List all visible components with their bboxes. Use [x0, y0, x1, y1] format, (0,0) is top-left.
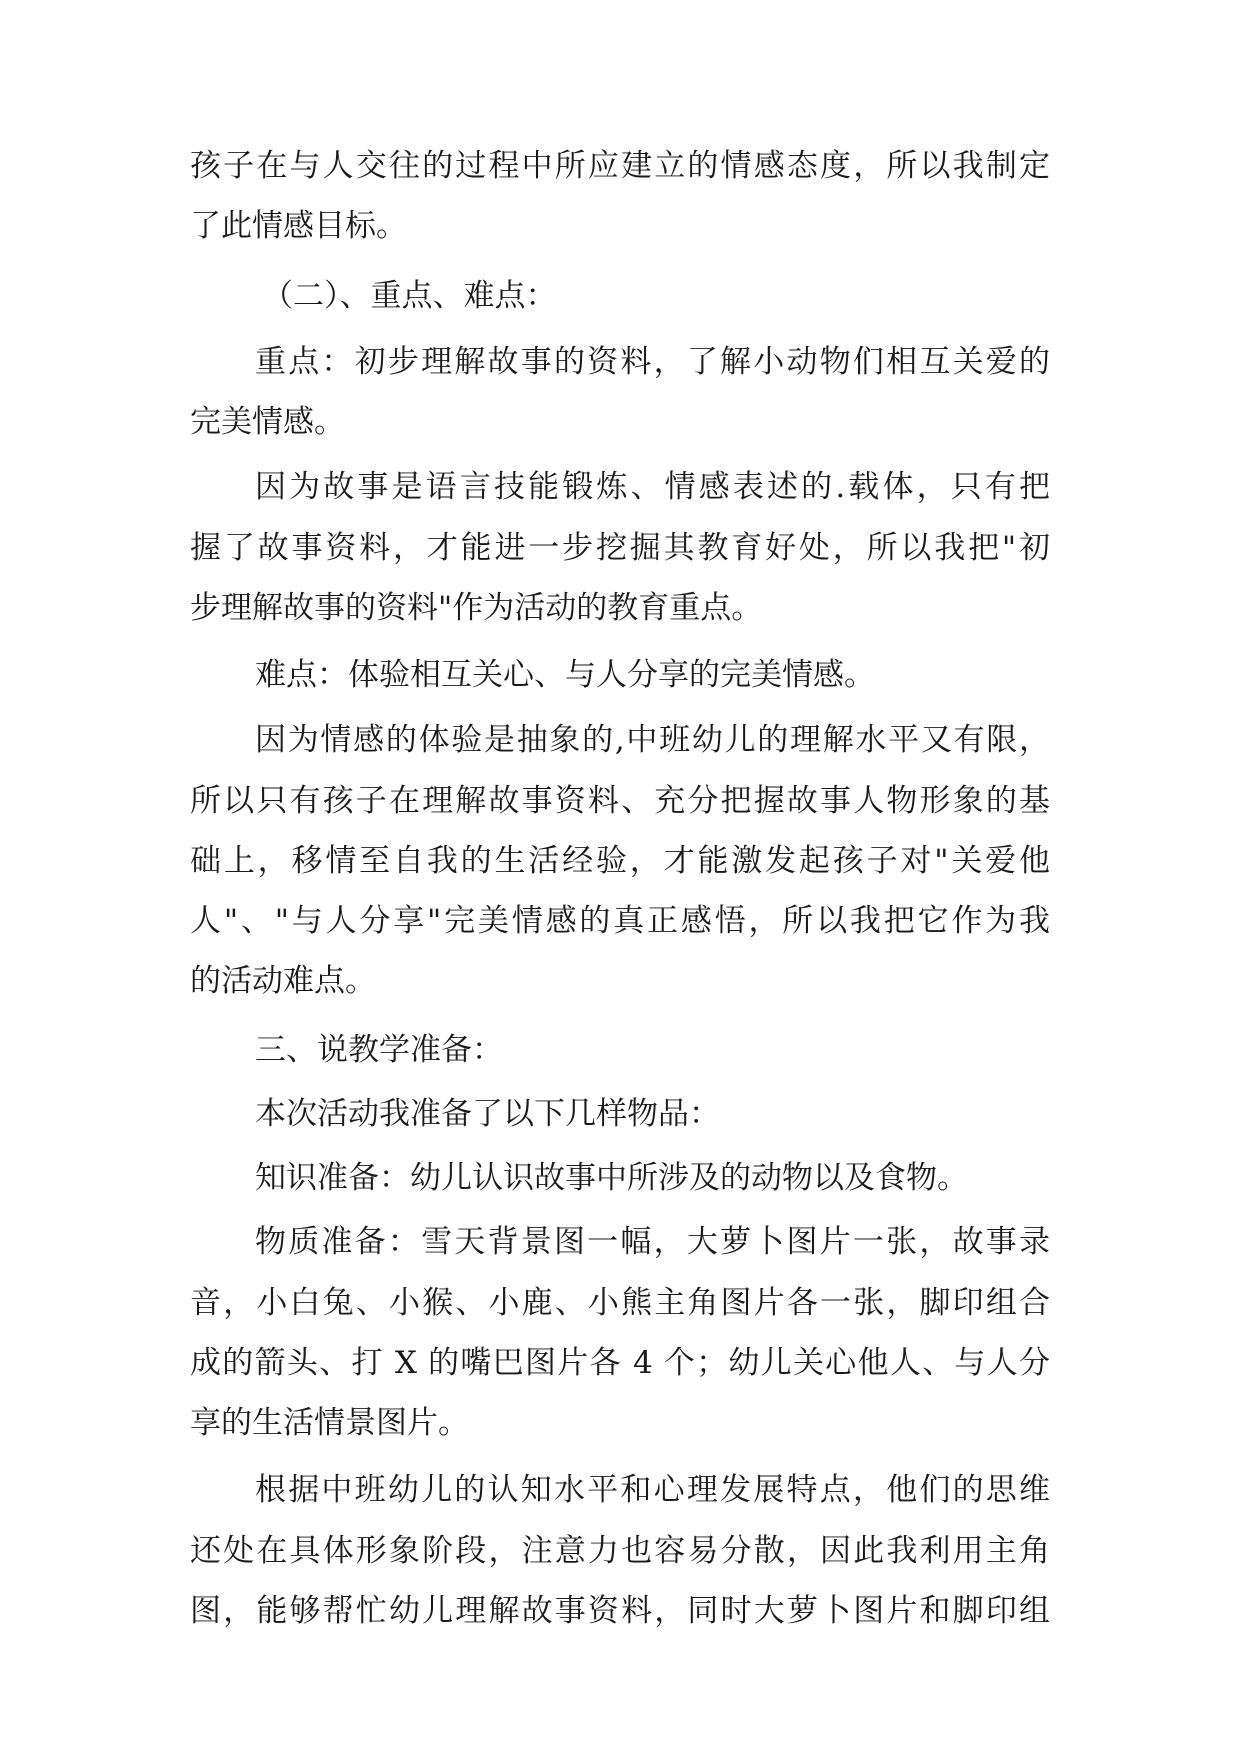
- text-line: 享的生活情景图片。: [190, 1405, 469, 1441]
- text-line: 孩子在与人交往的过程中所应建立的情感态度，所以我制定: [190, 148, 1050, 184]
- text-line: 根据中班幼儿的认知水平和心理发展特点，他们的思维: [255, 1472, 1050, 1508]
- text-line: 物质准备：雪天背景图一幅，大萝卜图片一张，故事录: [255, 1224, 1050, 1260]
- text-line: 了此情感目标。: [190, 208, 407, 244]
- text-line: 还处在具体形象阶段，注意力也容易分散，因此我利用主角: [190, 1533, 1050, 1569]
- text-line: 因为故事是语言技能锻炼、情感表述的.载体，只有把: [255, 469, 1050, 505]
- text-line: 人"、"与人分享"完美情感的真正感悟，所以我把它作为我: [190, 903, 1050, 939]
- text-line: 本次活动我准备了以下几样物品：: [255, 1096, 720, 1132]
- text-line: 难点：体验相互关心、与人分享的完美情感。: [255, 657, 875, 693]
- text-line: 握了故事资料，才能进一步挖掘其教育好处，所以我把"初: [190, 530, 1050, 566]
- text-line: 所以只有孩子在理解故事资料、充分把握故事人物形象的基: [190, 783, 1050, 819]
- text-line: 步理解故事的资料"作为活动的教育重点。: [190, 590, 763, 626]
- text-line: 的活动难点。: [190, 963, 376, 999]
- text-line: 完美情感。: [190, 404, 345, 440]
- text-line: 音，小白兔、小猴、小鹿、小熊主角图片各一张，脚印组合: [190, 1285, 1050, 1321]
- text-line: 重点：初步理解故事的资料，了解小动物们相互关爱的: [255, 344, 1050, 380]
- text-line: 图，能够帮忙幼儿理解故事资料，同时大萝卜图片和脚印组: [190, 1593, 1050, 1629]
- text-line: 成的箭头、打 X 的嘴巴图片各 4 个；幼儿关心他人、与人分: [190, 1345, 1050, 1381]
- section-heading: 三、说教学准备：: [255, 1032, 503, 1068]
- text-line: 知识准备：幼儿认识故事中所涉及的动物以及食物。: [255, 1160, 968, 1196]
- section-heading: （二）、重点、难点：: [262, 278, 557, 314]
- text-line: 因为情感的体验是抽象的,中班幼儿的理解水平又有限，: [255, 722, 1050, 758]
- text-line: 础上，移情至自我的生活经验，才能激发起孩子对"关爱他: [190, 843, 1050, 879]
